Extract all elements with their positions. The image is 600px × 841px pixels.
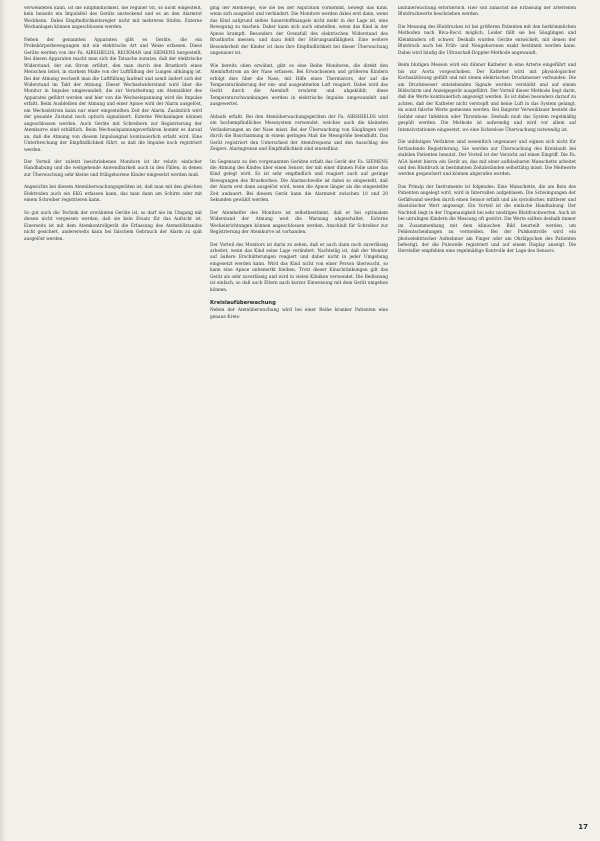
paragraph: Das Prinzip der Instrumente ist folgendes: Eine Manschette, die am Bein des Patienten angelegt wird, wird in Intervallen aufgeblasen. Die Schwingungen der Gefäßwand werden durch einen Sensor erfaßt und als systolischer, mittlerer und diastolischer Wert angezeigt. Ein Vorteil ist die einfache Handhabung. Der Nachteil liegt in der Ungenauigkeit bei sehr niedrigen Blutdruckwerten. Auch ist bei unruhigen Kindern die Messung oft gestört. Die Werte sollten deshalb immer im Zusammenhang mit dem klinischen Bild beurteilt werden, um Fehlentscheidungen zu vermeiden. Bei der Pulskontrolle wird ein photoelektrischer Aufnehmer am Finger oder am Ohrläppchen des Patienten befestigt, der die Pulswelle registriert und auf einem Display anzeigt. Die Hersteller empfehlen eine regelmäßige Kontrolle der Lage des Sensors. [398,184,576,255]
paragraph: Im Gegensatz zu den vorgenannten Geräten erfaßt das Gerät der Fa. SIEMENS die Atmung des Kindes über einen Sensor, der mit einer dünnen Folie unter das Kind gelegt wird. Es ist sehr empfindlich und reagiert auch auf geringe Bewegungen des Brustkorbes. Die Alarmschwelle ist dabei so eingestellt, daß der Alarm erst dann ausgelöst wird, wenn die Apnoe länger als die eingestellte Zeit andauert. Bei diesem Gerät kann die Alarmzeit zwischen 10 und 20 Sekunden gewählt werden. [210,159,388,204]
paragraph: verwendeten kann, ist die Empfindlichkeit, die regulier tst, so nicht eingestellt, kein beiseits ein Impulsfeil des Geräts ansteckend und es an den Alarmrot Weckheim. Dabei Empfindlichkeitsregler nicht mit mehreren Stufen. Externe Weckanlagen können angeschlossen werden. [24,6,202,31]
paragraph: Neben der Atemüberwachung wird bei einer Reihe kranker Patienten eine genaue Kreis- [210,308,388,320]
paragraph: Angesichts bei diesem Atemüberwachungsgeräten ist, daß man mit den gleichen Elektroden auch ein EKG erfassen kann, das man dann am Schirm oder mit einem Schreiber registrieren kann. [24,185,202,204]
paragraph: Der Vorteil der zuletzt beschriebenen Monitore ist ihr relativ einfacher Handhabung und die weitgehende Anwendbarkeit auch in den Fällen, in denen zur Überwachung sehr kleine und frühgeborene Kinder eingesetzt werden muß. [24,159,202,178]
text-column-3 [398,6,576,818]
paragraph: Der Vorteil des Monitors ist darin zu sehen, daß er auch dann noch zuverlässig arbeitet, wenn das Kind seine Lage verändert. Nachteilig ist, daß der Monitor auf äußere Erschütterungen reagiert und daher nicht in jeder Umgebung eingesetzt werden kann. Wird das Kind nicht von einer Person überwacht, so kann eine Apnoe unbemerkt bleiben. Trotz dieser Einschränkungen gilt das Gerät als sehr zuverlässig und wird in vielen Kliniken verwendet. Die Bedienung ist einfach, so daß auch Eltern nach kurzer Einweisung mit dem Gerät umgehen können. [210,242,388,293]
paragraph: laufüberwachung erforderlich. Hier soll zunächst die Erfassung der arteriellen Blutdruckwerte beschrieben werden. [398,6,576,18]
paragraph: Ablaufs erfaßt. Bei den Atemüberwachungsgeräten der Fa. AIRSHIELDS wird ein hochempfindliches Messsystem verwendet, welches auch die kleinsten Veränderungen an der Nase misst. Bei der Überwachung von Säuglingen wird durch die Bauchatmung in einem geringen Maß die Messgröße beeinflußt. Das Gerät registriert den Unterschied der Atemfrequenz und den Ausschlag des Zeigers. Alarmgrenze und Empfindlichkeit sind einstellbar. [210,114,388,153]
paragraph: ging der Atemwege, wie sie bei der Aspiration vorkommt, bewegt das Kind, wenn sich ausgelöst und verhindert. Die Monitore werden dabei erst dann, wenn das Kind aufgrund selbes Sauerstoffmangels nicht mehr in der Lage ist, eine Bewegung zu machen. Daher kann sich auch einstellen, wenn das Kind in der Apnoe krampft. Besonders der Grenzfall des elektrischen Widerstand des Brustkorbs messen, und dazu fehlt der Störungsanfälligkeit. Eine weitere Besonderheit der Kinder ist dass ihre Empfindlichkeit bei dieser Überwachung ungenauer ist. [210,6,388,57]
paragraph: Die unblutigen Verfahren sind wesentlich ungenauer und eignen sich nicht für fortlaufende Registrierung. Sie werden zur Überwachung des Kreislaufs bei stabilen Patienten benutzt. Der Vorteil ist der Verzicht auf einen Eingriff. Die Fa. AGA bietet hierzu ein Gerät an, das mit einer aufblasbaren Manschette arbeitet und den Blutdruck in bestimmten Zeitabständen selbsttätig misst. Die Meßwerte werden gespeichert und können abgerufen werden. [398,140,576,178]
paragraph: Wie bereits oben erwähnt, gibt es eine Reihe Monitoren, die direkt den Atemluftstrom an der Nase erfassen. Bei Erwachsenen und größeren Kindern erfolgt dies über die Nase, mit Hilfe eines Thermistors, der auf die Temperaturänderung der ein- und ausgeatmeten Luft reagiert. Dabei wird das Gerät durch die Atemluft erwärmt und abgekühlt; diese Temperaturschwankungen werden in elektrische Impulse umgewandelt und ausgewertet. [210,63,388,108]
paragraph: Die Messung des Blutdruckes ist bei größeren Patienten mit den herkömmlichen Methoden nach Riva-Rocci möglich. Leider fällt sie bei Säuglingen und Kleinkindern oft schwer. Deshalb wurden Geräte entwickelt, mit denen der Blutdruck auch bei Früh- und Neugeborenen exakt bestimmt werden kann. Dabei wird häufig die Ultraschall-Doppler-Methode angewandt. [398,24,576,56]
scan-edge-shadow [0,0,6,841]
paragraph: Der Atemhelfer des Monitors ist selbstbestimmt, daß er bei optimalem Widerstand der Atmung weit die Warnung abgeschaltet. Externe Weckeinrichtungen können angeschlossen werden. Anschluß für Schreiber zur Registrierung der Atemkurve ist vorhanden. [210,210,388,236]
paragraph: Beim blutigen Messen wird ein dünner Katheter in eine Arterie eingeführt und bis zur Aorta vorgeschoben. Der Katheter wird mit physiologischer Kochsalzlösung gefüllt und mit einem elektrischen Druckmesser verbunden. Die am Druckmesser entstehenden Signale werden verstärkt und auf einem Bildschirm und Anzeigegerät ausgeführt. Der Vorteil dieser Methode liegt darin, daß die Werte kontinuierlich angezeigt werden. Es ist dabei besonders darauf zu achten, daß der Katheter nicht verstopft und keine Luft in das System gelangt, da sonst falsche Werte gemessen werden. Bei längerer Verweildauer besteht die Gefahr einer Infektion oder Thrombose. Deshalb muß das System regelmäßig gespült werden. Die Methode ist aufwendig und wird vor allem auf Intensivstationen eingesetzt, wo eine lückenlose Überwachung notwendig ist. [398,63,576,133]
paragraph: So gut auch die Technik der erwähnten Geräte ist, so darf nie im Umgang mit diesen nicht vergessen werden, daß sie kein Ersatz für das Aufsicht ist. Einerseits ist mit dem Atemkontrollgerät die Erfassung des Atemstillstandes nicht gesichert, andererseits kann bei falschem Gebrauch der Alarm zu spät ausgelöst werden. [24,210,202,242]
paragraph: Neben der genannten Apparaten gibt es Geräte, die ein Probekörperbewegungen mit ein elektrische Art und Weise erfassen. Diese Geräte werden von der Fa. AIRSHIELDS, RECKMAN und SIEMENS hergestellt. Bei diesen Apparaten macht man sich die Tatsache zunutze, daß der elektrische Widerstand, der ein Strom erfährt, den man durch den Brustkorb eines Menschen leitet, in starkem Maße von der Luftfüllung der Lungen abhängig ist. Bei der Atmung wechselt man die Luftfüllung laufend und somit ändert sich der Widerstand im Takt der Atmung. Dieser Wechselwiderstand wird über die Monitor in Impulse umgewandelt, die zur Verarbeitung am Atemzähler des Apparates geführt werden und hier von die Wechselspannung wird die Impulse erfaßt. Beim Ausbleiben der Atmung und einer Apnoe wird der Alarm ausgelöst, ein Wechselstrom kann nur einer eingestellten Zeit der Alarm. Zusätzlich wird der gesamte Zustand noch optisch signalisiert. Externe Weckanlagen können angeschlossen werden. Auch Geräte mit Schreibern zur Registrierung der Atemkurve sind erhältlich. Beim Wechselspannungsverfahren kommt es darauf an, daß die Atmung von diesem Impulssignal kontinuierlich erfaßt wird. Eine Unterbrechung der Empfindlichkeit führt, so daß die Impulse noch registriert werden. [24,37,202,153]
text-column-1 [24,6,202,818]
text-column-2 [210,6,388,818]
section-heading: Kreislaufüberwachung [210,300,276,307]
page-number: 17 [578,823,588,831]
